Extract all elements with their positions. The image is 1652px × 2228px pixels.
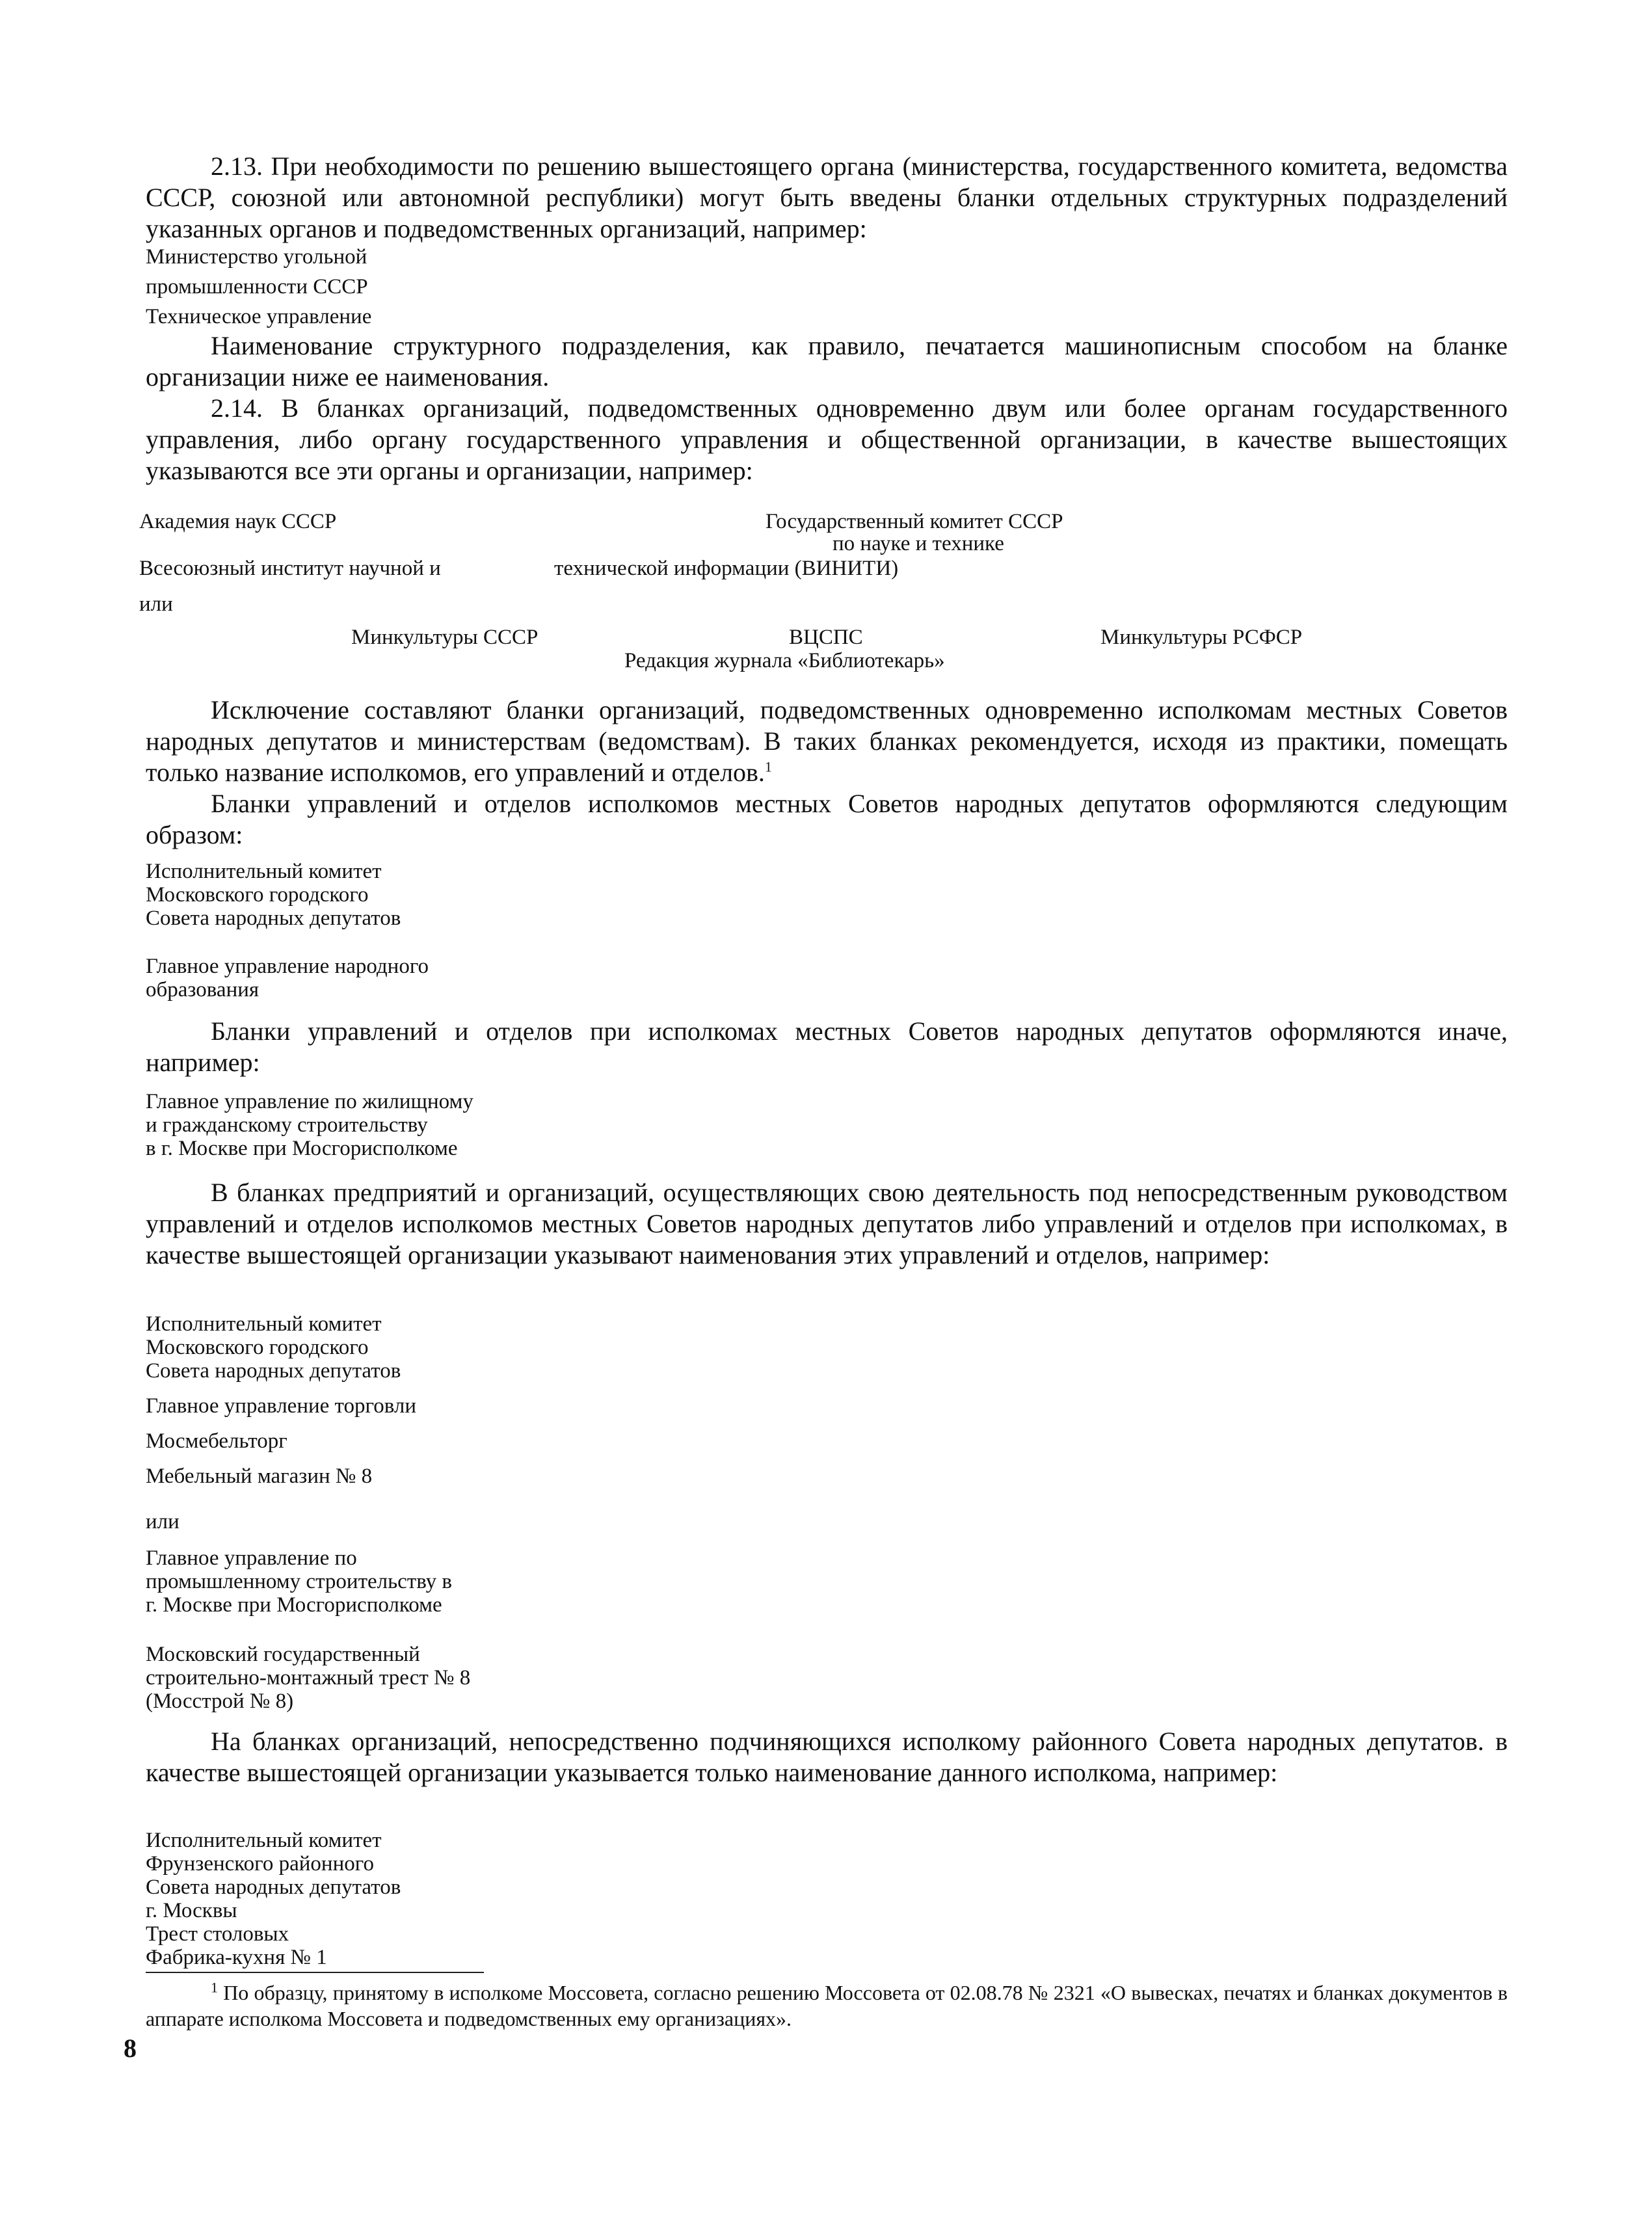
sample-line: промышленности СССР <box>146 275 368 298</box>
page-number: 8 <box>124 2034 137 2063</box>
sample-redakciya: Редакция журнала «Библиотекарь» <box>624 649 945 672</box>
sample-line: Московского городского <box>146 1336 369 1359</box>
paragraph-exception-text: Исключение составляют бланки организаций, подведомственных одновременно исполкомам местных Советов народных депутатов и министерствам (ведомствам). В таких бланках рекомендуется, исходя из практики, помещать только название исполкомов, его управлений и отделов. <box>146 695 1508 787</box>
paragraph-structural-unit: Наименование структурного подразделения, как правило, печатается машинописным способом на бланке организации ниже ее наименования. <box>146 331 1508 391</box>
sample-minkult-rsfsr: Минкультуры РСФСР <box>1100 626 1303 649</box>
sample-line: в г. Москве при Мосгорисполкоме <box>146 1137 458 1160</box>
sample-line: г. Москве при Мосгорисполкоме <box>146 1593 442 1617</box>
sample-line: Главное управление по жилищному <box>146 1090 473 1113</box>
sample-viniti-part2: технической информации (ВИНИТИ) <box>554 557 899 580</box>
sample-goskomitet-line2: по науке и технике <box>833 532 1004 555</box>
sample-frunze <box>146 1829 401 1969</box>
paragraph-departments-under: Бланки управлений и отделов при исполкомах местных Советов народных депутатов оформляются иначе, например: <box>146 1016 1508 1077</box>
sample-line: образования <box>146 978 260 1001</box>
sample-line: Главное управление по <box>146 1546 357 1570</box>
sample-furniture-shop: Мебельный магазин № 8 <box>146 1465 373 1488</box>
sample-ispolkom-a <box>146 860 401 930</box>
sample-line: Московский государственный <box>146 1643 420 1666</box>
sample-vcsps: ВЦСПС <box>789 626 863 649</box>
footnote-reference: 1 <box>764 758 772 775</box>
sample-line: Совета народных депутатов <box>146 1876 401 1899</box>
footnote-marker: 1 <box>211 1979 218 1996</box>
sample-gu-trade: Главное управление торговли <box>146 1394 417 1418</box>
sample-line: строительно-монтажный трест № 8 <box>146 1666 471 1690</box>
sample-line: Министерство угольной <box>146 245 367 269</box>
sample-gu-housing <box>146 1090 473 1160</box>
sample-line: промышленному строительству в <box>146 1570 453 1593</box>
sample-mosstroy <box>146 1643 470 1713</box>
footnote-text: По образцу, принятому в исполкоме Моссовета, согласно решению Моссовета от 02.08.78 № 2321 «О вывесках, печатях и бланках документов в аппарате исполкома Моссовета и подведомственных ему организациях». <box>146 1981 1508 2030</box>
sample-or-1: или <box>139 592 173 616</box>
sample-line: Исполнительный комитет <box>146 1312 382 1336</box>
sample-academy: Академия наук СССР <box>139 510 337 533</box>
sample-gu-education <box>146 955 429 1001</box>
footnote-divider <box>146 1972 484 1973</box>
paragraph-departments: Бланки управлений и отделов исполкомов местных Советов народных депутатов оформляются следующим образом: <box>146 789 1508 849</box>
sample-line: (Мосстрой № 8) <box>146 1690 294 1713</box>
sample-ministry <box>146 245 371 328</box>
sample-gu-industrial <box>146 1546 452 1617</box>
paragraph-2-14: 2.14. В бланках организаций, подведомственных одновременно двум или более органам государственного управления, либо органу государственного управления и общественной организации, в качестве вышестоящих указываются все эти органы и организации, например: <box>146 393 1508 485</box>
paragraph-2-13: 2.13. При необходимости по решению вышестоящего органа (министерства, государственного комитета, ведомства СССР, союзной или автономной республики) могут быть введены бланки отдельных структурных подразделений указанных органов и подведомственных организаций, например: <box>146 152 1508 243</box>
sample-line: и гражданскому строительству <box>146 1113 428 1137</box>
sample-line: Московского городского <box>146 883 369 907</box>
sample-minkult-ussr: Минкультуры СССР <box>351 626 539 649</box>
sample-line: Исполнительный комитет <box>146 1829 382 1852</box>
paragraph-district: На бланках организаций, непосредственно подчиняющихся исполкому районного Совета народных депутатов. в качестве вышестоящей организации указывается только наименование данного исполкома, например: <box>146 1727 1508 1787</box>
sample-line: Фрунзенского районного <box>146 1852 374 1876</box>
sample-line: Совета народных депутатов <box>146 1359 401 1383</box>
sample-line: Главное управление народного <box>146 955 429 978</box>
paragraph-enterprises: В бланках предприятий и организаций, осуществляющих свою деятельность под непосредственным руководством управлений и отделов исполкомов местных Советов народных депутатов либо управлений и отделов при исполкомах, в качестве вышестоящей организации указывают наименования этих управлений и отделов, например: <box>146 1178 1508 1269</box>
sample-line: Техническое управление <box>146 305 372 328</box>
footnote <box>146 1980 1508 2032</box>
sample-line: г. Москвы <box>146 1899 237 1922</box>
sample-ispolkom-b <box>146 1312 401 1383</box>
sample-line: Исполнительный комитет <box>146 860 382 883</box>
sample-line: Совета народных депутатов <box>146 907 401 930</box>
sample-mosmebeltorg: Мосмебельторг <box>146 1429 287 1453</box>
sample-line: Трест столовых <box>146 1922 289 1946</box>
sample-or-2: или <box>146 1510 180 1533</box>
paragraph-exception <box>146 695 1508 788</box>
sample-line: Фабрика-кухня № 1 <box>146 1946 327 1969</box>
sample-goskomitet-line1: Государственный комитет СССР <box>766 510 1063 533</box>
sample-viniti-part1: Всесоюзный институт научной и <box>139 557 441 580</box>
